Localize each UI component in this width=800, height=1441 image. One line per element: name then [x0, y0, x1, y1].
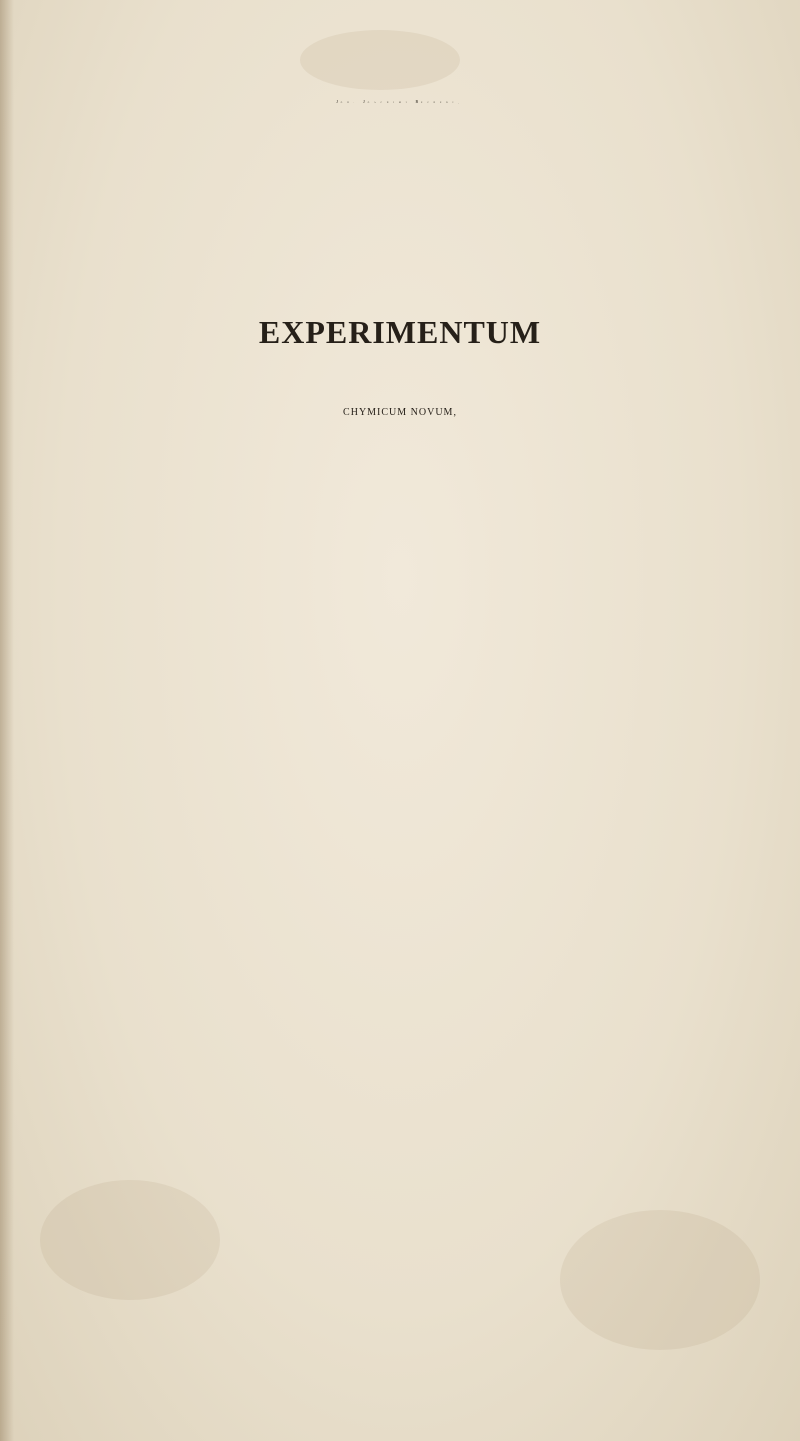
main-title-line2: CHYMICUM NOVUM,: [343, 407, 457, 418]
foxing-stain: [560, 1210, 760, 1350]
author-name: JOH. JOACHIMI BECHERI,: [336, 99, 464, 104]
page-edge-shadow: [0, 0, 14, 1441]
foxing-stain: [300, 30, 460, 90]
main-title-line1: EXPERIMENTUM: [258, 314, 542, 350]
foxing-stain: [40, 1180, 220, 1300]
